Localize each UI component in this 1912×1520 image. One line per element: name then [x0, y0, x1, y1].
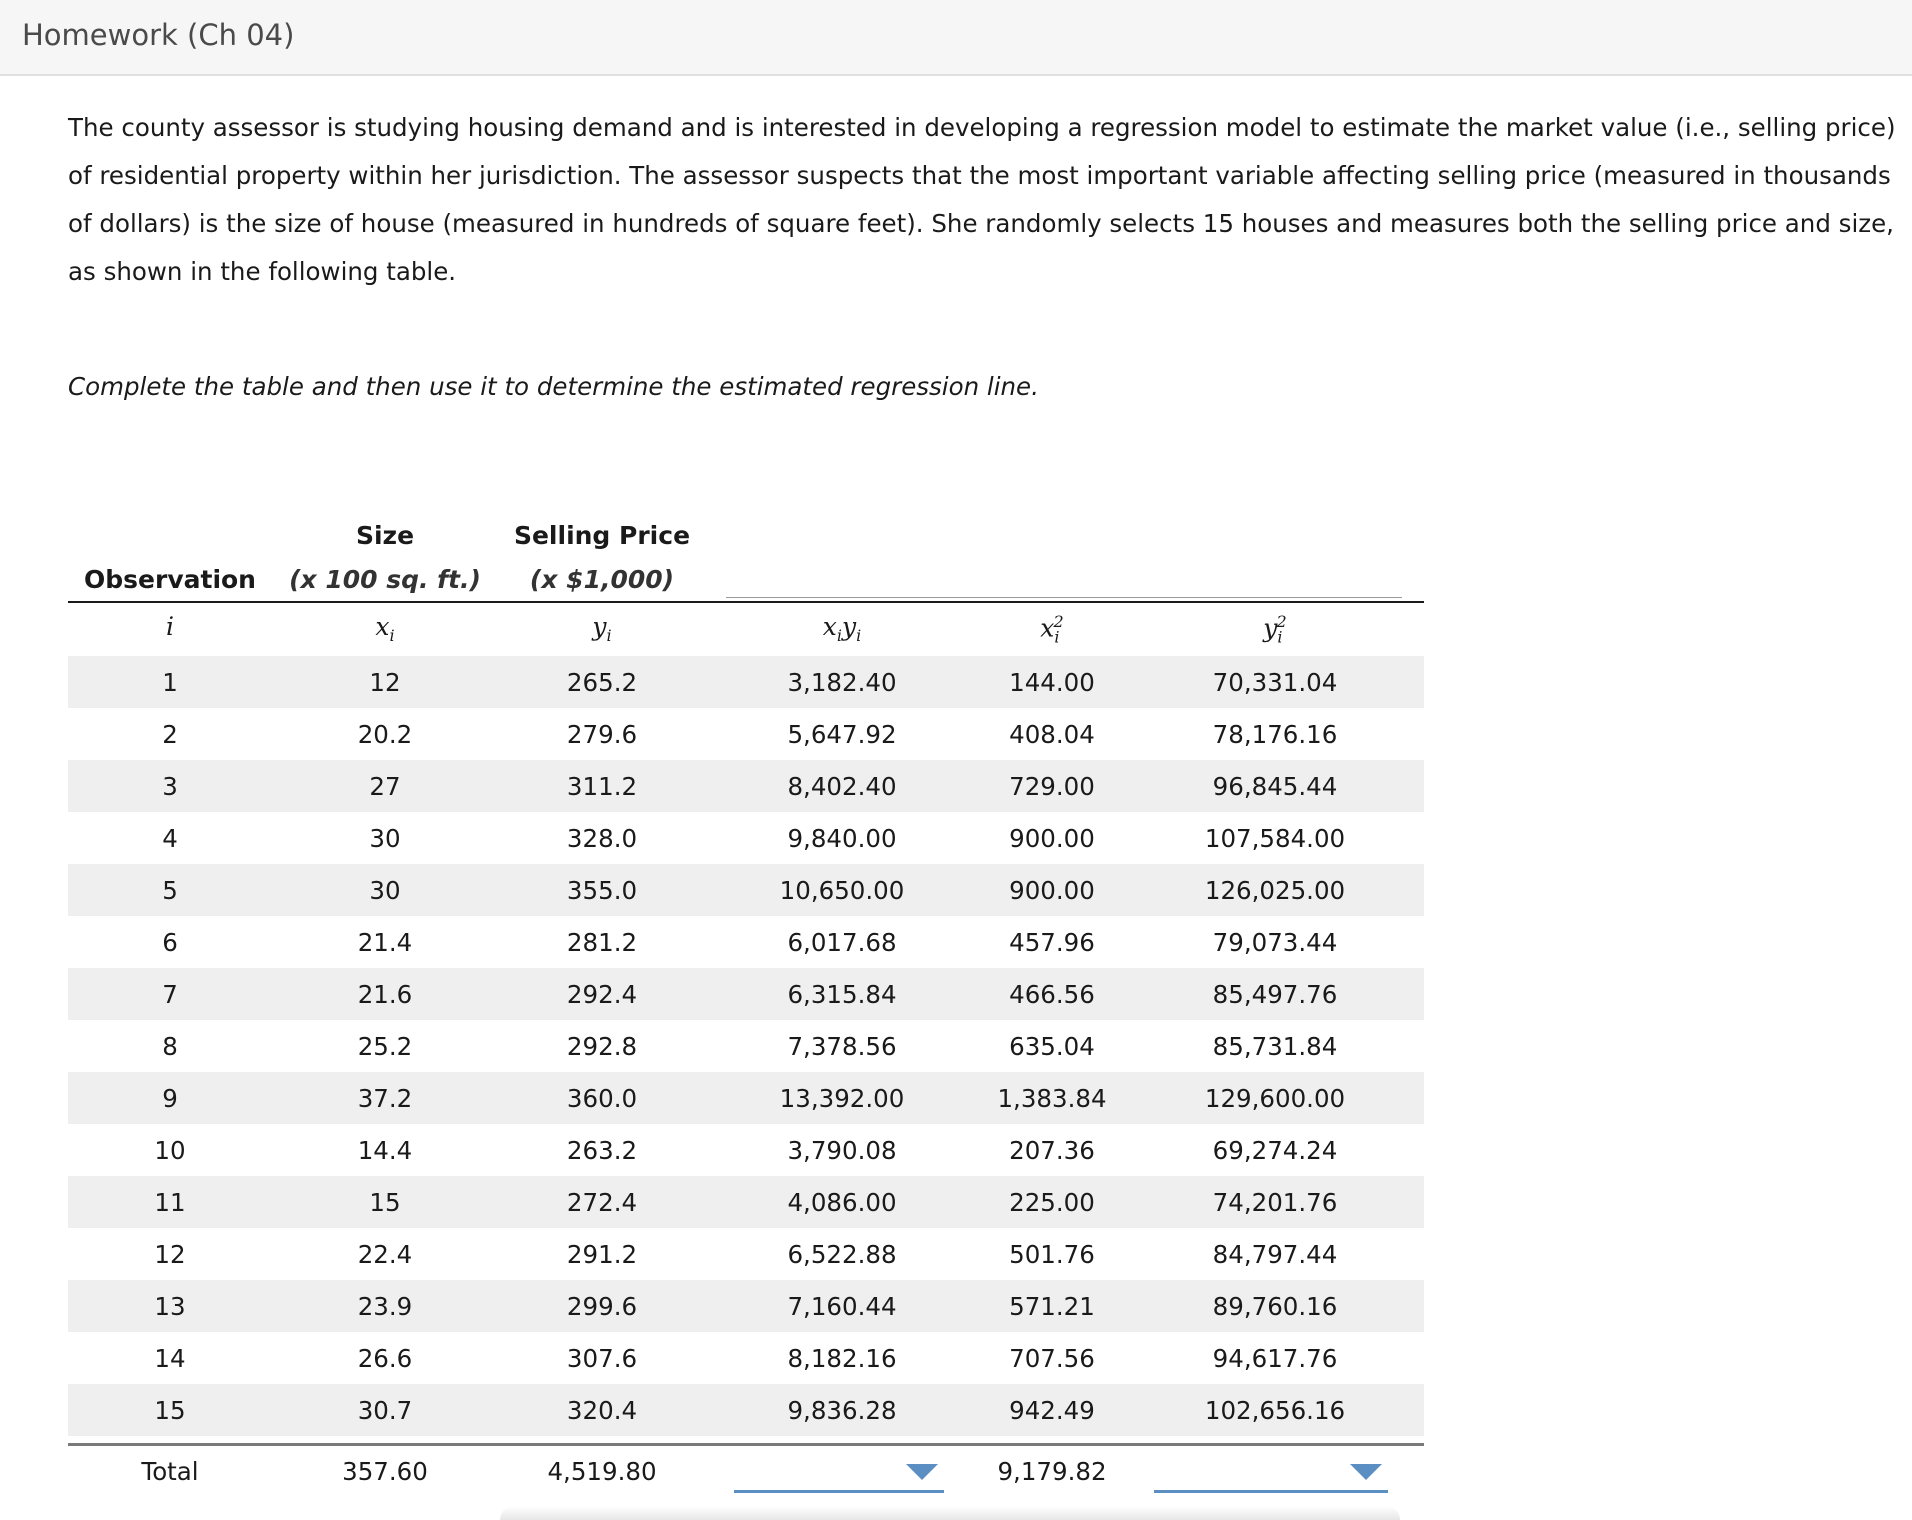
cell-size: 14.4 [357, 1136, 413, 1165]
cell-size: 21.4 [357, 928, 413, 957]
cell-y-squared: 69,274.24 [1212, 1136, 1338, 1165]
cell-observation: 4 [162, 824, 178, 853]
cell-price: 272.4 [566, 1188, 638, 1217]
header-price-title: Selling Price [513, 521, 691, 550]
cell-x-squared: 900.00 [1009, 824, 1095, 853]
cell-y-squared: 74,201.76 [1212, 1188, 1338, 1217]
cell-x-squared: 207.36 [1009, 1136, 1095, 1165]
header-underline-calculated [726, 597, 1402, 598]
table-row [68, 1020, 1424, 1072]
cell-xy: 8,402.40 [787, 772, 897, 801]
cell-x-squared: 1,383.84 [997, 1084, 1107, 1113]
table-row [68, 1384, 1424, 1436]
cell-observation: 5 [162, 876, 178, 905]
cell-price: 292.8 [566, 1032, 638, 1061]
cell-price: 265.2 [566, 668, 638, 697]
table-row [68, 812, 1424, 864]
var-x-squared: $x_i^2$ [1040, 612, 1064, 647]
cell-price: 281.2 [566, 928, 638, 957]
cell-x-squared: 571.21 [1009, 1292, 1095, 1321]
page-header [0, 0, 1912, 76]
cell-x-squared: 900.00 [1009, 876, 1095, 905]
cell-observation: 9 [162, 1084, 178, 1113]
problem-statement: The county assessor is studying housing demand and is interested in developing a regression model to estimate the market value (i.e., selling price) of residential property within her jurisdiction. The assessor suspects that the most important variable affecting selling price (measured in thousands of dollars) is the size of house (measured in hundreds of square feet). She randomly selects 15 houses and measures both the selling price and size, as shown in the following table. [68, 113, 1896, 286]
var-i: i [166, 612, 174, 641]
var-x: $x_i$ [375, 612, 395, 645]
cell-observation: 1 [162, 668, 178, 697]
total-x-squared: 9,179.82 [997, 1457, 1107, 1486]
table-row [68, 1176, 1424, 1228]
cell-y-squared: 126,025.00 [1204, 876, 1346, 905]
cell-size: 22.4 [357, 1240, 413, 1269]
cell-y-squared: 102,656.16 [1204, 1396, 1346, 1425]
cell-price: 311.2 [566, 772, 638, 801]
table-row [68, 656, 1424, 708]
cell-y-squared: 96,845.44 [1212, 772, 1338, 801]
cell-observation: 6 [162, 928, 178, 957]
cell-size: 25.2 [357, 1032, 413, 1061]
cell-x-squared: 466.56 [1009, 980, 1095, 1009]
table-row [68, 864, 1424, 916]
data-table-body [68, 656, 1424, 1436]
cell-xy: 6,315.84 [787, 980, 897, 1009]
var-xy: $x_iy_i$ [822, 612, 862, 645]
cell-price: 355.0 [566, 876, 638, 905]
cell-price: 291.2 [566, 1240, 638, 1269]
cell-observation: 8 [162, 1032, 178, 1061]
cell-size: 30 [369, 876, 401, 905]
cell-observation: 13 [154, 1292, 186, 1321]
cell-x-squared: 501.76 [1009, 1240, 1095, 1269]
cell-size: 21.6 [357, 980, 413, 1009]
page-title: Homework (Ch 04) [22, 18, 295, 52]
total-y: 4,519.80 [547, 1457, 657, 1486]
cell-observation: 2 [162, 720, 178, 749]
var-y: $y_i$ [592, 612, 612, 645]
cell-size: 27 [369, 772, 401, 801]
chevron-down-icon [1350, 1464, 1382, 1480]
total-y-squared-dropdown[interactable] [1154, 1454, 1388, 1493]
cell-size: 20.2 [357, 720, 413, 749]
cell-xy: 9,836.28 [787, 1396, 897, 1425]
cell-observation: 14 [154, 1344, 186, 1373]
cell-xy: 3,790.08 [787, 1136, 897, 1165]
cell-x-squared: 457.96 [1009, 928, 1095, 957]
table-row [68, 1072, 1424, 1124]
cell-x-squared: 144.00 [1009, 668, 1095, 697]
chevron-down-icon [906, 1464, 938, 1480]
table-total-rule [68, 1443, 1424, 1446]
cell-price: 299.6 [566, 1292, 638, 1321]
cell-x-squared: 942.49 [1009, 1396, 1095, 1425]
table-row [68, 760, 1424, 812]
cell-price: 360.0 [566, 1084, 638, 1113]
cell-size: 30 [369, 824, 401, 853]
cell-price: 263.2 [566, 1136, 638, 1165]
cell-y-squared: 85,497.76 [1212, 980, 1338, 1009]
table-row [68, 916, 1424, 968]
cell-y-squared: 89,760.16 [1212, 1292, 1338, 1321]
cell-y-squared: 79,073.44 [1212, 928, 1338, 957]
scroll-shadow [500, 1506, 1400, 1520]
cell-size: 30.7 [357, 1396, 413, 1425]
cell-xy: 6,522.88 [787, 1240, 897, 1269]
cell-observation: 11 [154, 1188, 186, 1217]
cell-size: 12 [369, 668, 401, 697]
cell-x-squared: 408.04 [1009, 720, 1095, 749]
total-label: Total [141, 1457, 199, 1486]
cell-x-squared: 635.04 [1009, 1032, 1095, 1061]
cell-x-squared: 707.56 [1009, 1344, 1095, 1373]
table-row [68, 1124, 1424, 1176]
header-price-unit: (x $1,000) [529, 565, 675, 594]
header-size-unit: (x 100 sq. ft.) [289, 565, 481, 594]
cell-xy: 5,647.92 [787, 720, 897, 749]
cell-x-squared: 225.00 [1009, 1188, 1095, 1217]
cell-xy: 9,840.00 [787, 824, 897, 853]
cell-observation: 15 [154, 1396, 186, 1425]
table-row [68, 1332, 1424, 1384]
table-row [68, 708, 1424, 760]
cell-xy: 6,017.68 [787, 928, 897, 957]
cell-price: 328.0 [566, 824, 638, 853]
cell-price: 279.6 [566, 720, 638, 749]
total-x: 357.60 [342, 1457, 428, 1486]
cell-observation: 7 [162, 980, 178, 1009]
cell-price: 307.6 [566, 1344, 638, 1373]
header-size-title: Size [355, 521, 415, 550]
var-y-squared: $y_i^2$ [1263, 612, 1287, 647]
cell-y-squared: 129,600.00 [1204, 1084, 1346, 1113]
cell-xy: 7,160.44 [787, 1292, 897, 1321]
cell-y-squared: 107,584.00 [1204, 824, 1346, 853]
cell-observation: 3 [162, 772, 178, 801]
cell-y-squared: 78,176.16 [1212, 720, 1338, 749]
cell-price: 320.4 [566, 1396, 638, 1425]
cell-xy: 3,182.40 [787, 668, 897, 697]
cell-y-squared: 85,731.84 [1212, 1032, 1338, 1061]
cell-observation: 10 [154, 1136, 186, 1165]
cell-price: 292.4 [566, 980, 638, 1009]
cell-size: 26.6 [357, 1344, 413, 1373]
cell-xy: 8,182.16 [787, 1344, 897, 1373]
cell-y-squared: 70,331.04 [1212, 668, 1338, 697]
table-row [68, 1228, 1424, 1280]
cell-xy: 4,086.00 [787, 1188, 897, 1217]
instruction-text: Complete the table and then use it to determine the estimated regression line. [68, 372, 1039, 401]
table-row [68, 1280, 1424, 1332]
cell-size: 15 [369, 1188, 401, 1217]
cell-observation: 12 [154, 1240, 186, 1269]
table-row [68, 968, 1424, 1020]
total-xy-dropdown[interactable] [734, 1454, 944, 1493]
cell-size: 23.9 [357, 1292, 413, 1321]
cell-x-squared: 729.00 [1009, 772, 1095, 801]
cell-xy: 7,378.56 [787, 1032, 897, 1061]
cell-xy: 10,650.00 [779, 876, 905, 905]
cell-y-squared: 94,617.76 [1212, 1344, 1338, 1373]
cell-y-squared: 84,797.44 [1212, 1240, 1338, 1269]
cell-xy: 13,392.00 [779, 1084, 905, 1113]
table-header-rule [68, 601, 1424, 603]
header-observation: Observation [84, 565, 256, 594]
cell-size: 37.2 [357, 1084, 413, 1113]
